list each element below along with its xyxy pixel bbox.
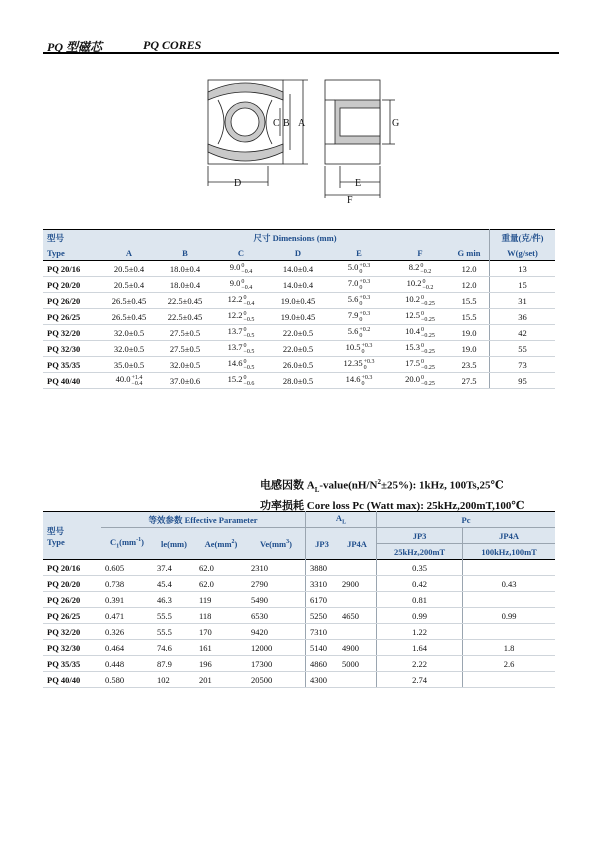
t2-hdr-eff: 等效参数 Effective Parameter <box>101 512 306 528</box>
cell-B: 27.5±0.5 <box>157 341 213 357</box>
label-A: A <box>298 118 306 129</box>
cell-F: 15.3 0 −0.25 <box>391 341 449 357</box>
cell-A: 32.0±0.5 <box>101 341 157 357</box>
cell-G: 12.0 <box>449 277 490 293</box>
t1-col-D: D <box>269 245 327 261</box>
t1-col-E: E <box>327 245 391 261</box>
cell-ae: 118 <box>195 608 247 624</box>
effective-parameter-table <box>43 511 555 688</box>
cell-ae: 62.0 <box>195 576 247 592</box>
cell-ve: 6530 <box>247 608 306 624</box>
cell-jp4a: 4900 <box>338 640 377 656</box>
cell-pc-jp4a: 1.8 <box>463 640 555 656</box>
row-type: PQ 20/16 <box>43 560 101 576</box>
cell-ve: 9420 <box>247 624 306 640</box>
center-hole <box>231 108 259 136</box>
cell-ae: 62.0 <box>195 560 247 576</box>
cell-ve: 20500 <box>247 672 306 688</box>
cell-W: 55 <box>490 341 556 357</box>
cell-W: 15 <box>490 277 556 293</box>
row-type: PQ 32/30 <box>43 341 101 357</box>
cell-le: 55.5 <box>153 624 195 640</box>
row-type: PQ 40/40 <box>43 373 101 389</box>
table-row <box>43 656 555 672</box>
cell-C: 13.7 0 −0.5 <box>213 325 269 341</box>
cell-jp4a: 5000 <box>338 656 377 672</box>
cell-G: 12.0 <box>449 261 490 277</box>
cell-C: 15.2 0 −0.6 <box>213 373 269 389</box>
cell-E: 10.5 +0.3 0 <box>327 341 391 357</box>
t2-hdr-al: $A_L$ <box>306 512 377 528</box>
cell-W: 36 <box>490 309 556 325</box>
cell-jp4a <box>338 624 377 640</box>
al-condition: 电感因数 $A_L-value(nH/N^2\pm 25\%)$: 1kHz, 100Ts,25℃ <box>260 478 504 494</box>
row-type: PQ 40/40 <box>43 672 101 688</box>
tolerance: 0 −0.25 <box>420 310 435 323</box>
row-type: PQ 20/20 <box>43 277 101 293</box>
cell-c1: 0.471 <box>101 608 153 624</box>
table-row <box>43 576 555 592</box>
cell-pc-jp4a <box>463 560 555 576</box>
cell-D: 19.0±0.45 <box>269 309 327 325</box>
cell-E: 5.0 +0.3 0 <box>327 261 391 277</box>
cell-pc-jp3: 0.99 <box>377 608 463 624</box>
cell-D: 22.0±0.5 <box>269 325 327 341</box>
cell-le: 55.5 <box>153 608 195 624</box>
cell-pc-jp4a: 0.43 <box>463 576 555 592</box>
label-G: G <box>392 118 400 129</box>
cell-c1: 0.738 <box>101 576 153 592</box>
cell-ae: 196 <box>195 656 247 672</box>
t2-col-le: le(mm) <box>153 528 195 560</box>
tolerance: +0.3 0 <box>361 374 373 387</box>
cell-W: 73 <box>490 357 556 373</box>
cell-B: 18.0±0.4 <box>157 277 213 293</box>
cell-E: 5.6 +0.2 0 <box>327 325 391 341</box>
cell-A: 26.5±0.45 <box>101 293 157 309</box>
row-type: PQ 20/20 <box>43 576 101 592</box>
cell-le: 87.9 <box>153 656 195 672</box>
t2-col-jp4a: JP4A <box>338 528 377 560</box>
cell-C: 9.0 0 −0.4 <box>213 261 269 277</box>
tolerance: 0 −0.5 <box>243 310 255 323</box>
tolerance: 0 −0.4 <box>243 294 255 307</box>
cell-D: 26.0±0.5 <box>269 357 327 373</box>
cell-jp3: 6170 <box>306 592 339 608</box>
cell-pc-jp4a: 0.99 <box>463 608 555 624</box>
t1-hdr-type-cn: 型号 <box>43 230 101 246</box>
row-type: PQ 32/30 <box>43 640 101 656</box>
table-row <box>43 309 555 325</box>
cell-E: 7.0 +0.3 0 <box>327 277 391 293</box>
t2-cond1: 25kHz,200mT <box>377 544 463 560</box>
cell-ve: 12000 <box>247 640 306 656</box>
table-row <box>43 624 555 640</box>
cell-ve: 17300 <box>247 656 306 672</box>
t1-col-B: B <box>157 245 213 261</box>
cell-A: 35.0±0.5 <box>101 357 157 373</box>
tolerance: 0 −0.25 <box>420 358 435 371</box>
t1-col-C: C <box>213 245 269 261</box>
cell-jp3: 4300 <box>306 672 339 688</box>
tolerance: +0.3 0 <box>359 262 371 275</box>
cell-F: 12.5 0 −0.25 <box>391 309 449 325</box>
t2-pc-jp3: JP3 <box>377 528 463 544</box>
cell-pc-jp3: 0.81 <box>377 592 463 608</box>
cell-c1: 0.391 <box>101 592 153 608</box>
header-rule <box>43 52 559 54</box>
cell-C: 12.2 0 −0.4 <box>213 293 269 309</box>
cell-G: 15.5 <box>449 293 490 309</box>
cell-G: 23.5 <box>449 357 490 373</box>
cell-F: 17.5 0 −0.25 <box>391 357 449 373</box>
t2-col-c1: $C_1(mm^{-1})$ <box>101 528 153 560</box>
label-D: D <box>234 178 242 189</box>
cell-c1: 0.605 <box>101 560 153 576</box>
label-C: C <box>273 118 280 129</box>
cell-G: 15.5 <box>449 309 490 325</box>
t2-cond2: 100kHz,100mT <box>463 544 555 560</box>
cell-B: 22.5±0.45 <box>157 293 213 309</box>
cell-jp3: 3880 <box>306 560 339 576</box>
core-drawing <box>190 70 415 205</box>
table-row <box>43 261 555 277</box>
row-type: PQ 26/20 <box>43 592 101 608</box>
t1-hdr-dim: 尺寸 Dimensions (mm) <box>101 230 490 246</box>
cell-pc-jp3: 1.22 <box>377 624 463 640</box>
cell-le: 45.4 <box>153 576 195 592</box>
cell-jp4a <box>338 592 377 608</box>
cell-E: 14.6 +0.3 0 <box>327 373 391 389</box>
tolerance: 0 −0.5 <box>243 326 255 339</box>
cell-D: 14.0±0.4 <box>269 261 327 277</box>
t1-col-G: G min <box>449 245 490 261</box>
cell-jp3: 3310 <box>306 576 339 592</box>
cell-C: 12.2 0 −0.5 <box>213 309 269 325</box>
cell-c1: 0.464 <box>101 640 153 656</box>
tolerance: +0.3 0 <box>361 342 373 355</box>
table-row <box>43 357 555 373</box>
t1-hdr-weight-cn: 重量(克/件) <box>490 230 556 246</box>
cell-F: 10.2 0 −0.2 <box>391 277 449 293</box>
t1-col-W: W(g/set) <box>490 245 556 261</box>
cell-B: 32.0±0.5 <box>157 357 213 373</box>
t1-hdr-type-en: Type <box>43 245 101 261</box>
cell-D: 19.0±0.45 <box>269 293 327 309</box>
pc-condition: 功率损耗 Core loss Pc (Watt max): 25kHz,200mT,100℃ <box>260 499 525 512</box>
cell-jp4a <box>338 560 377 576</box>
cell-c1: 0.326 <box>101 624 153 640</box>
row-type: PQ 35/35 <box>43 656 101 672</box>
cell-F: 20.0 0 −0.25 <box>391 373 449 389</box>
cell-F: 10.4 0 −0.25 <box>391 325 449 341</box>
label-E: E <box>355 178 362 189</box>
label-B: B <box>283 118 290 129</box>
tolerance: 0 −0.6 <box>243 374 255 387</box>
tolerance: 0 −0.5 <box>243 342 255 355</box>
cell-ae: 119 <box>195 592 247 608</box>
row-type: PQ 26/20 <box>43 293 101 309</box>
tolerance: 0 −0.25 <box>420 326 435 339</box>
cell-C: 9.0 0 −0.4 <box>213 277 269 293</box>
cell-pc-jp4a <box>463 624 555 640</box>
row-type: PQ 26/25 <box>43 608 101 624</box>
t2-col-ve: $Ve(mm^3)$ <box>247 528 306 560</box>
t1-col-A: A <box>101 245 157 261</box>
cell-jp4a: 4650 <box>338 608 377 624</box>
cell-ae: 170 <box>195 624 247 640</box>
t2-col-ae: $Ae(mm^2)$ <box>195 528 247 560</box>
test-conditions <box>260 474 525 514</box>
cell-A: 32.0±0.5 <box>101 325 157 341</box>
cell-W: 13 <box>490 261 556 277</box>
cell-F: 10.2 0 −0.25 <box>391 293 449 309</box>
tolerance: 0 −0.25 <box>420 294 435 307</box>
cell-D: 14.0±0.4 <box>269 277 327 293</box>
front-top-shading <box>208 83 283 100</box>
cell-D: 28.0±0.5 <box>269 373 327 389</box>
cell-ae: 201 <box>195 672 247 688</box>
cell-le: 74.6 <box>153 640 195 656</box>
row-type: PQ 20/16 <box>43 261 101 277</box>
right-arc <box>266 100 272 144</box>
label-F: F <box>347 195 353 205</box>
cell-le: 46.3 <box>153 592 195 608</box>
row-type: PQ 26/25 <box>43 309 101 325</box>
cell-A: 26.5±0.45 <box>101 309 157 325</box>
tolerance: 0 −0.5 <box>243 358 255 371</box>
t2-col-jp3: JP3 <box>306 528 339 560</box>
header-title-cn: PQ 型磁芯 <box>47 40 102 54</box>
cell-A: 20.5±0.4 <box>101 261 157 277</box>
cell-jp4a <box>338 672 377 688</box>
row-type: PQ 32/20 <box>43 624 101 640</box>
cell-c1: 0.448 <box>101 656 153 672</box>
tolerance: +1.4 −0.4 <box>131 374 143 387</box>
cell-pc-jp3: 0.35 <box>377 560 463 576</box>
cell-ve: 5490 <box>247 592 306 608</box>
cell-ve: 2790 <box>247 576 306 592</box>
t1-col-F: F <box>391 245 449 261</box>
table-row <box>43 608 555 624</box>
cell-ve: 2310 <box>247 560 306 576</box>
table-row <box>43 341 555 357</box>
t2-hdr-type: 型号 Type <box>43 512 101 560</box>
cell-C: 14.6 0 −0.5 <box>213 357 269 373</box>
cell-B: 37.0±0.6 <box>157 373 213 389</box>
tolerance: 0 −0.25 <box>420 342 435 355</box>
cell-F: 8.2 0 −0.2 <box>391 261 449 277</box>
tolerance: 0 −0.2 <box>422 278 434 291</box>
cell-A: 20.5±0.4 <box>101 277 157 293</box>
cell-G: 19.0 <box>449 325 490 341</box>
cell-le: 37.4 <box>153 560 195 576</box>
cell-pc-jp4a: 2.6 <box>463 656 555 672</box>
tolerance: 0 −0.25 <box>420 374 435 387</box>
cell-W: 31 <box>490 293 556 309</box>
cell-ae: 161 <box>195 640 247 656</box>
cell-le: 102 <box>153 672 195 688</box>
cell-jp3: 5250 <box>306 608 339 624</box>
cell-G: 19.0 <box>449 341 490 357</box>
cell-pc-jp4a <box>463 672 555 688</box>
table-row <box>43 277 555 293</box>
cell-pc-jp3: 0.42 <box>377 576 463 592</box>
header-title-en: PQ CORES <box>143 38 202 52</box>
tolerance: 0 −0.4 <box>241 262 253 275</box>
cell-pc-jp3: 2.22 <box>377 656 463 672</box>
tolerance: 0 −0.2 <box>420 262 432 275</box>
cell-A: 40.0 +1.4 −0.4 <box>101 373 157 389</box>
cell-D: 22.0±0.5 <box>269 341 327 357</box>
table-row <box>43 325 555 341</box>
tolerance: 0 −0.4 <box>241 278 253 291</box>
table-row <box>43 592 555 608</box>
cell-G: 27.5 <box>449 373 490 389</box>
cell-B: 18.0±0.4 <box>157 261 213 277</box>
dimensions-table <box>43 229 555 389</box>
cell-W: 95 <box>490 373 556 389</box>
cell-B: 22.5±0.45 <box>157 309 213 325</box>
table-row <box>43 640 555 656</box>
cell-pc-jp4a <box>463 592 555 608</box>
cell-C: 13.7 0 −0.5 <box>213 341 269 357</box>
cell-jp4a: 2900 <box>338 576 377 592</box>
cell-pc-jp3: 1.64 <box>377 640 463 656</box>
cell-jp3: 5140 <box>306 640 339 656</box>
table-row <box>43 560 555 576</box>
cell-B: 27.5±0.5 <box>157 325 213 341</box>
tolerance: +0.3 0 <box>359 294 371 307</box>
tolerance: +0.2 0 <box>359 326 371 339</box>
cell-pc-jp3: 2.74 <box>377 672 463 688</box>
table-row <box>43 672 555 688</box>
cell-jp3: 4860 <box>306 656 339 672</box>
cell-E: 7.9 +0.3 0 <box>327 309 391 325</box>
tolerance: +0.3 0 <box>363 358 375 371</box>
left-arc <box>218 100 224 144</box>
t2-pc-jp4a: JP4A <box>463 528 555 544</box>
row-type: PQ 32/20 <box>43 325 101 341</box>
cell-E: 5.6 +0.3 0 <box>327 293 391 309</box>
tolerance: +0.3 0 <box>359 310 371 323</box>
table-row <box>43 293 555 309</box>
row-type: PQ 35/35 <box>43 357 101 373</box>
t2-hdr-pc: Pc <box>377 512 556 528</box>
cell-E: 12.35 +0.3 0 <box>327 357 391 373</box>
cell-c1: 0.580 <box>101 672 153 688</box>
cell-W: 42 <box>490 325 556 341</box>
table-row <box>43 373 555 389</box>
cell-jp3: 7310 <box>306 624 339 640</box>
tolerance: +0.3 0 <box>359 278 371 291</box>
front-bottom-shading <box>208 144 283 161</box>
